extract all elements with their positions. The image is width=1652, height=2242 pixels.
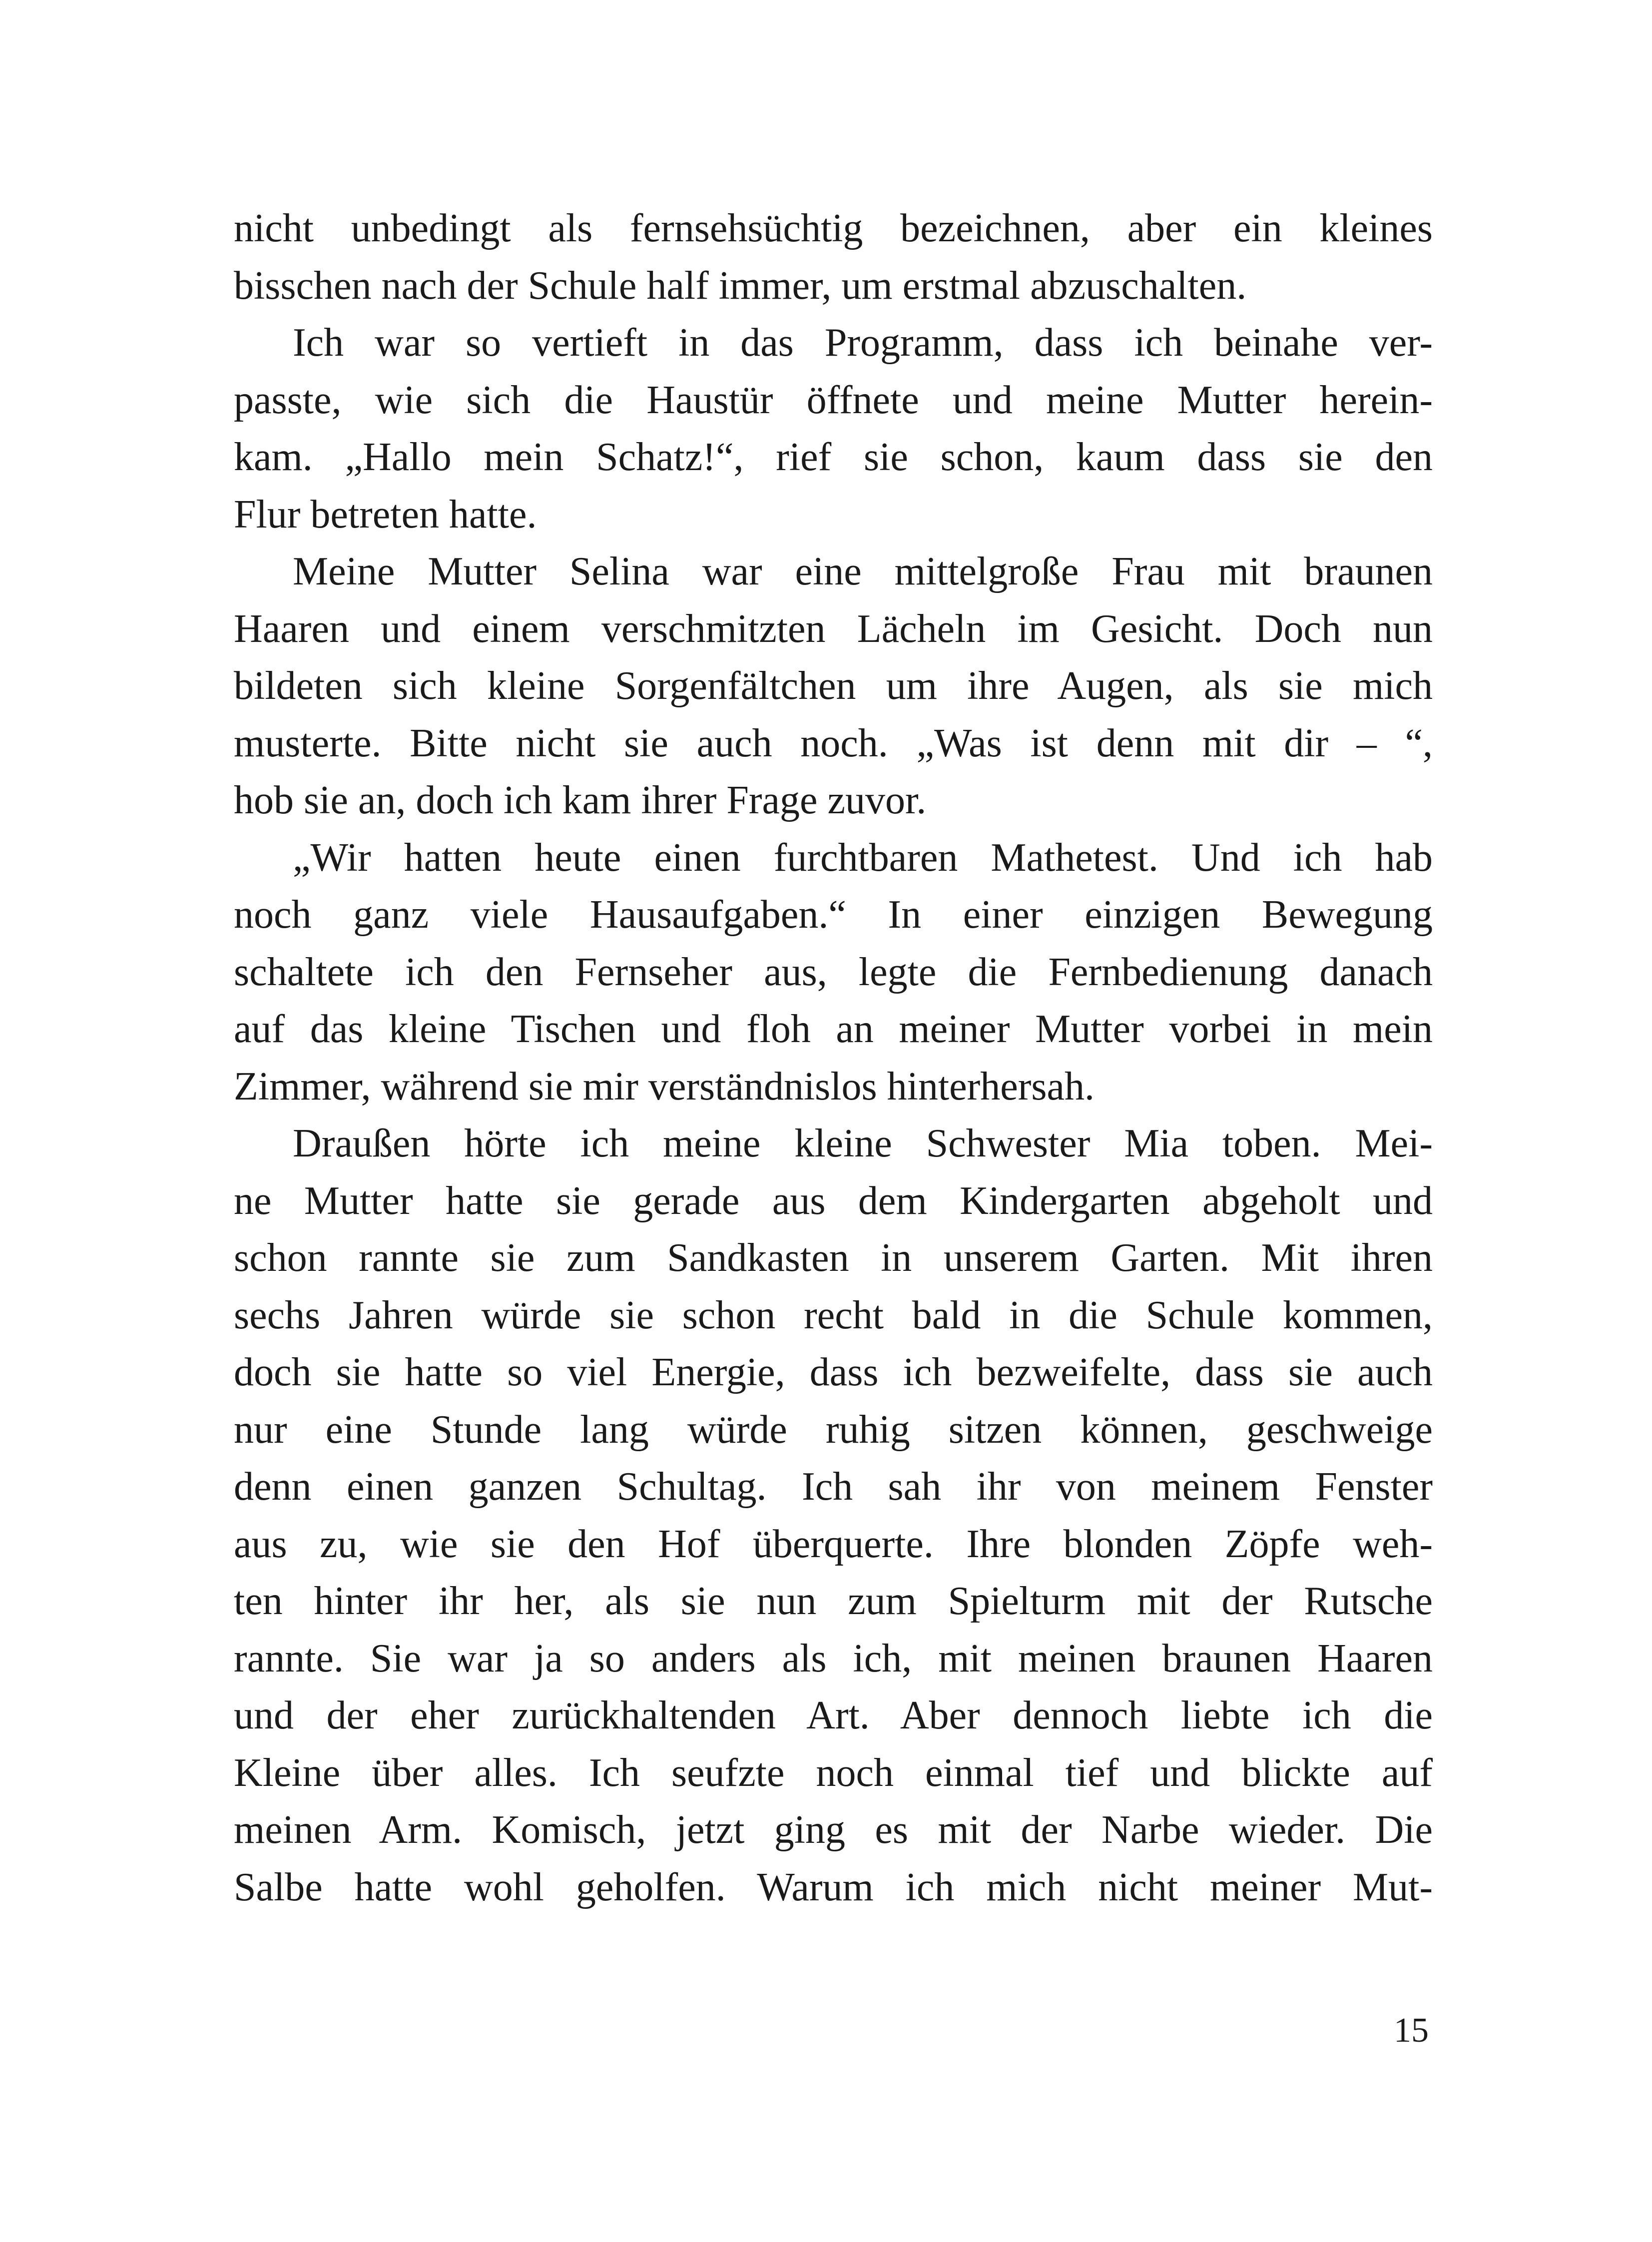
text-line: sechs Jahren würde sie schon recht bald in die Schule kommen, <box>234 1293 1433 1337</box>
text-line: schaltete ich den Fernseher aus, legte die Fernbedienung danach <box>234 950 1433 994</box>
text-line: Salbe hatte wohl geholfen. Warum ich mich nicht meiner Mut- <box>234 1865 1433 1909</box>
text-line: Meine Mutter Selina war eine mittelgroße Frau mit braunen <box>293 550 1433 593</box>
text-line: Ich war so vertieft in das Programm, dass ich beinahe ver- <box>293 321 1433 365</box>
text-line: passte, wie sich die Haustür öffnete und meine Mutter herein- <box>234 378 1433 422</box>
text-line: kam. „Hallo mein Schatz!“, rief sie schon, kaum dass sie den <box>234 435 1433 479</box>
text-line: meinen Arm. Komisch, jetzt ging es mit der Narbe wieder. Die <box>234 1808 1433 1852</box>
text-line: Flur betreten hatte. <box>234 492 537 537</box>
text-line: Haaren und einem verschmitzten Lächeln im Gesicht. Doch nun <box>234 606 1433 651</box>
text-line: doch sie hatte so viel Energie, dass ich bezweifelte, dass sie auch <box>234 1350 1433 1394</box>
page-number: 15 <box>1394 2011 1429 2050</box>
text-line: hob sie an, doch ich kam ihrer Frage zuvor. <box>234 778 927 822</box>
text-line: ten hinter ihr her, als sie nun zum Spielturm mit der Rutsche <box>234 1579 1433 1623</box>
text-line: nur eine Stunde lang würde ruhig sitzen können, geschweige <box>234 1407 1433 1452</box>
text-line: schon rannte sie zum Sandkasten in unserem Garten. Mit ihren <box>234 1236 1433 1280</box>
text-line: bisschen nach der Schule half immer, um erstmal abzuschalten. <box>234 263 1247 308</box>
text-line: nicht unbedingt als fernsehsüchtig bezeichnen, aber ein kleines <box>234 206 1433 250</box>
text-line: rannte. Sie war ja so anders als ich, mit meinen braunen Haaren <box>234 1636 1433 1681</box>
text-line: Kleine über alles. Ich seufzte noch einmal tief und blickte auf <box>234 1750 1433 1795</box>
text-line: aus zu, wie sie den Hof überquerte. Ihre blonden Zöpfe weh- <box>234 1522 1433 1566</box>
text-line: und der eher zurückhaltenden Art. Aber dennoch liebte ich die <box>234 1693 1433 1737</box>
text-line: noch ganz viele Hausaufgaben.“ In einer einzigen Bewegung <box>234 893 1433 937</box>
text-line: denn einen ganzen Schultag. Ich sah ihr von meinem Fenster <box>234 1465 1433 1509</box>
text-line: Zimmer, während sie mir verständnislos hinterhersah. <box>234 1064 1095 1109</box>
text-line: bildeten sich kleine Sorgenfältchen um ihre Augen, als sie mich <box>234 664 1433 708</box>
text-line: auf das kleine Tischen und floh an meiner Mutter vorbei in mein <box>234 1007 1433 1051</box>
text-line: musterte. Bitte nicht sie auch noch. „Was ist denn mit dir – “, <box>234 721 1433 765</box>
text-line: „Wir hatten heute einen furchtbaren Mathetest. Und ich hab <box>293 835 1433 880</box>
body-text <box>234 200 1433 1916</box>
text-line: ne Mutter hatte sie gerade aus dem Kindergarten abgeholt und <box>234 1178 1433 1223</box>
text-line: Draußen hörte ich meine kleine Schwester Mia toben. Mei- <box>293 1121 1433 1165</box>
